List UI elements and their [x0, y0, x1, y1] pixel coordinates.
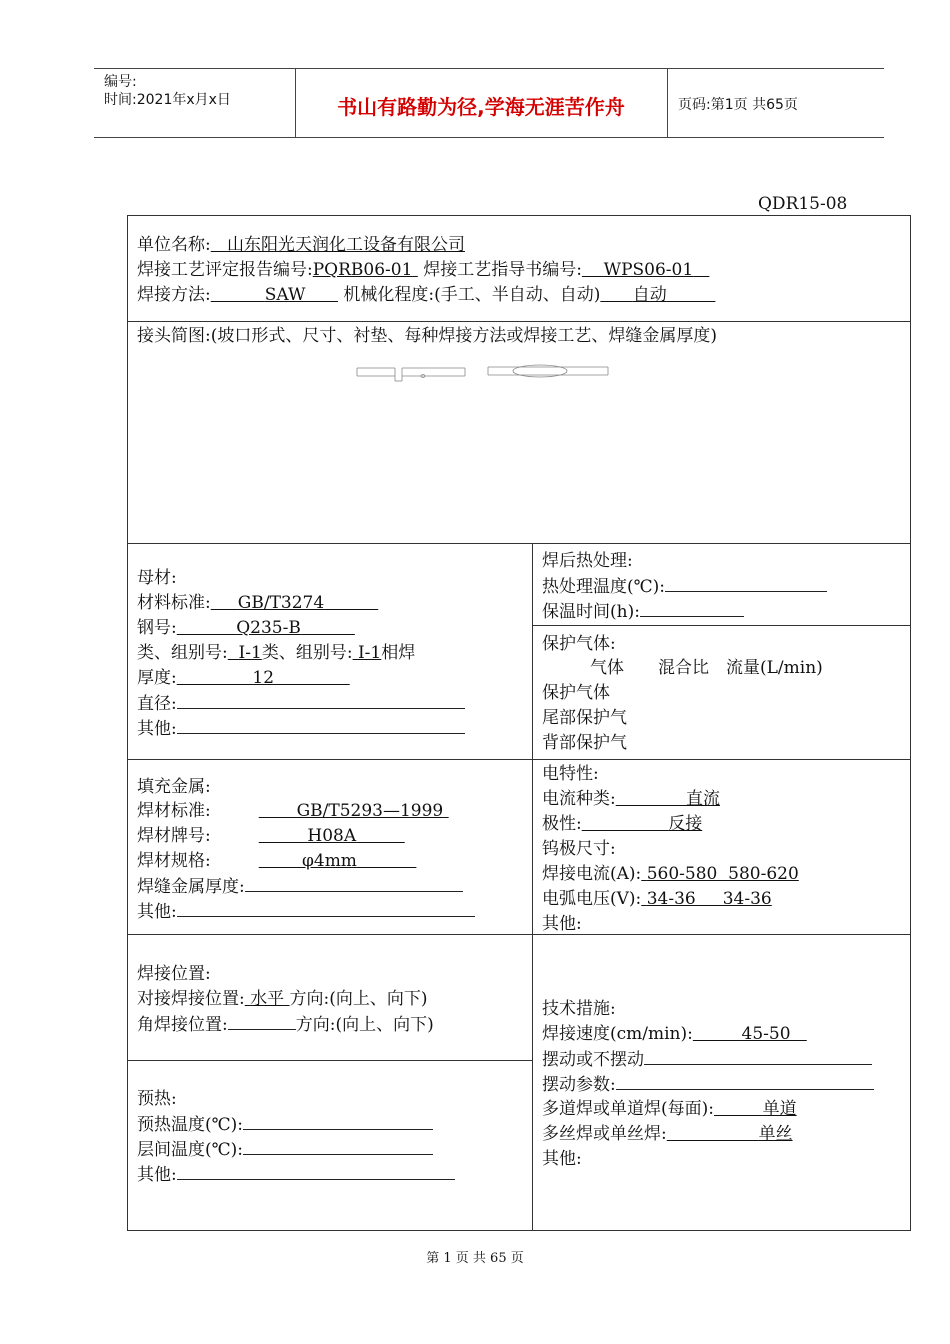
page-footer: 第 1 页 共 65 页 [426, 1251, 524, 1266]
filler-title: 填充金属: [137, 777, 211, 797]
swing-row: 摆动或不摆动 [542, 1047, 872, 1073]
row-divider [127, 934, 910, 935]
mech-value: 自动 [632, 285, 667, 305]
mech-label: 机械化程度:(手工、半自动、自动) [343, 285, 601, 305]
row-divider [127, 321, 910, 322]
fillet-row: 角焊接位置: 方向:(向上、向下) [137, 1012, 434, 1038]
current-type-value: 直流 [685, 789, 720, 809]
speed-row: 焊接速度(cm/min): 45-50 [542, 1024, 791, 1044]
steel-value: Q235-B [236, 618, 301, 638]
thick-row: 厚度: 12 [137, 668, 275, 688]
pqr-value: PQRB06-01 [312, 260, 413, 280]
gas-row-trail: 尾部保护气 [542, 708, 627, 728]
elec-title: 电特性: [542, 764, 599, 784]
page-header [94, 68, 884, 138]
unit-row [137, 233, 465, 258]
tech-other: 其他: [542, 1149, 582, 1169]
pwht-hold-row: 保温时间(h): [542, 599, 744, 625]
base-standard-value: GB/T3274 [237, 593, 325, 613]
class-value: Ⅰ-1 [238, 643, 262, 663]
preheat-title: 预热: [137, 1089, 177, 1109]
row-divider [127, 1060, 532, 1061]
time-label: 时间:2021年x月x日 [104, 92, 231, 108]
base-title: 母材: [137, 568, 177, 588]
voltage-row: 电弧电压(V): 34-36 34-36 [542, 889, 772, 909]
filler-other-row: 其他: [137, 899, 475, 925]
pwht-temp-row: 热处理温度(℃): [542, 574, 827, 600]
thick-value: 12 [252, 668, 275, 688]
preheat-temp-row: 预热温度(℃): [137, 1112, 433, 1138]
pqr-label: 焊接工艺评定报告编号: [137, 260, 313, 280]
base-standard-row: 材料标准: GB/T3274 [137, 593, 325, 613]
voltage-value: 34-36 34-36 [646, 889, 772, 909]
column-divider [532, 543, 533, 1230]
weld-thick-row: 焊缝金属厚度: [137, 874, 463, 900]
header-meta [104, 73, 231, 109]
tech-title: 技术措施: [542, 999, 616, 1019]
gas-title: 保护气体: [542, 634, 616, 654]
filler-brand-row: 焊材牌号: H08A [137, 826, 357, 846]
pqr-row [137, 258, 709, 283]
doc-code: QDR15-08 [758, 194, 848, 214]
header-divider [667, 69, 668, 137]
dia-row: 直径: [137, 691, 465, 717]
current-type-row: 电流种类: 直流 [542, 789, 720, 809]
joint-sketch [355, 364, 615, 386]
polarity-row: 极性: 反接 [542, 814, 703, 834]
gas-row-shield: 保护气体 [542, 683, 610, 703]
method-row [137, 283, 715, 308]
elec-other: 其他: [542, 914, 582, 934]
row-divider [127, 759, 910, 760]
preheat-other-row: 其他: [137, 1162, 455, 1188]
class2-value: Ⅰ-1 [357, 643, 382, 663]
base-other-row: 其他: [137, 716, 465, 742]
joint-label: 接头简图:(坡口形式、尺寸、衬垫、每种焊接方法或焊接工艺、焊缝金属厚度) [137, 326, 717, 346]
class-row: 类、组别号: Ⅰ-1类、组别号: Ⅰ-1相焊 [137, 643, 416, 663]
butt-value: 水平 [250, 989, 285, 1009]
pwht-title: 焊后热处理: [542, 551, 633, 571]
tungsten-row: 钨极尺寸: [542, 839, 616, 859]
current-row: 焊接电流(A): 560-580 580-620 [542, 864, 799, 884]
wps-value: WPS06-01 [603, 260, 694, 280]
current-value: 560-580 580-620 [646, 864, 799, 884]
unit-label: 单位名称: [137, 235, 211, 255]
filler-spec-value: φ4mm [301, 851, 357, 871]
wire-row: 多丝焊或单丝焊: 单丝 [542, 1124, 793, 1144]
filler-spec-row: 焊材规格: φ4mm [137, 851, 357, 871]
method-label: 焊接方法: [137, 285, 211, 305]
filler-brand-value: H08A [307, 826, 357, 846]
filler-std-value: GB/T5293—1999 [296, 801, 444, 821]
filler-std-row: 焊材标准: GB/T5293—1999 [137, 801, 444, 821]
pass-row: 多道焊或单道焊(每面): 单道 [542, 1099, 797, 1119]
header-page: 页码:第1页 共65页 [678, 97, 798, 113]
header-motto: 书山有路勤为径,学海无涯苦作舟 [337, 95, 625, 119]
row-divider [127, 543, 910, 544]
speed-value: 45-50 [741, 1024, 791, 1044]
gas-row-back: 背部保护气 [542, 733, 627, 753]
polarity-value: 反接 [668, 814, 703, 834]
butt-row: 对接焊接位置: 水平 方向:(向上、向下) [137, 989, 428, 1009]
swing-param-row: 摆动参数: [542, 1072, 874, 1098]
steel-row: 钢号: Q235-B [137, 618, 301, 638]
unit-value: 山东阳光天润化工设备有限公司 [226, 235, 465, 255]
wps-label: 焊接工艺指导书编号: [423, 260, 582, 280]
pass-value: 单道 [762, 1099, 797, 1119]
row-divider [532, 625, 910, 626]
position-title: 焊接位置: [137, 964, 211, 984]
number-label: 编号: [104, 74, 137, 90]
method-value: SAW [264, 285, 306, 305]
interpass-row: 层间温度(℃): [137, 1137, 433, 1163]
gas-columns: 气体 混合比 流量(L/min) [590, 658, 823, 678]
wire-value: 单丝 [758, 1124, 793, 1144]
